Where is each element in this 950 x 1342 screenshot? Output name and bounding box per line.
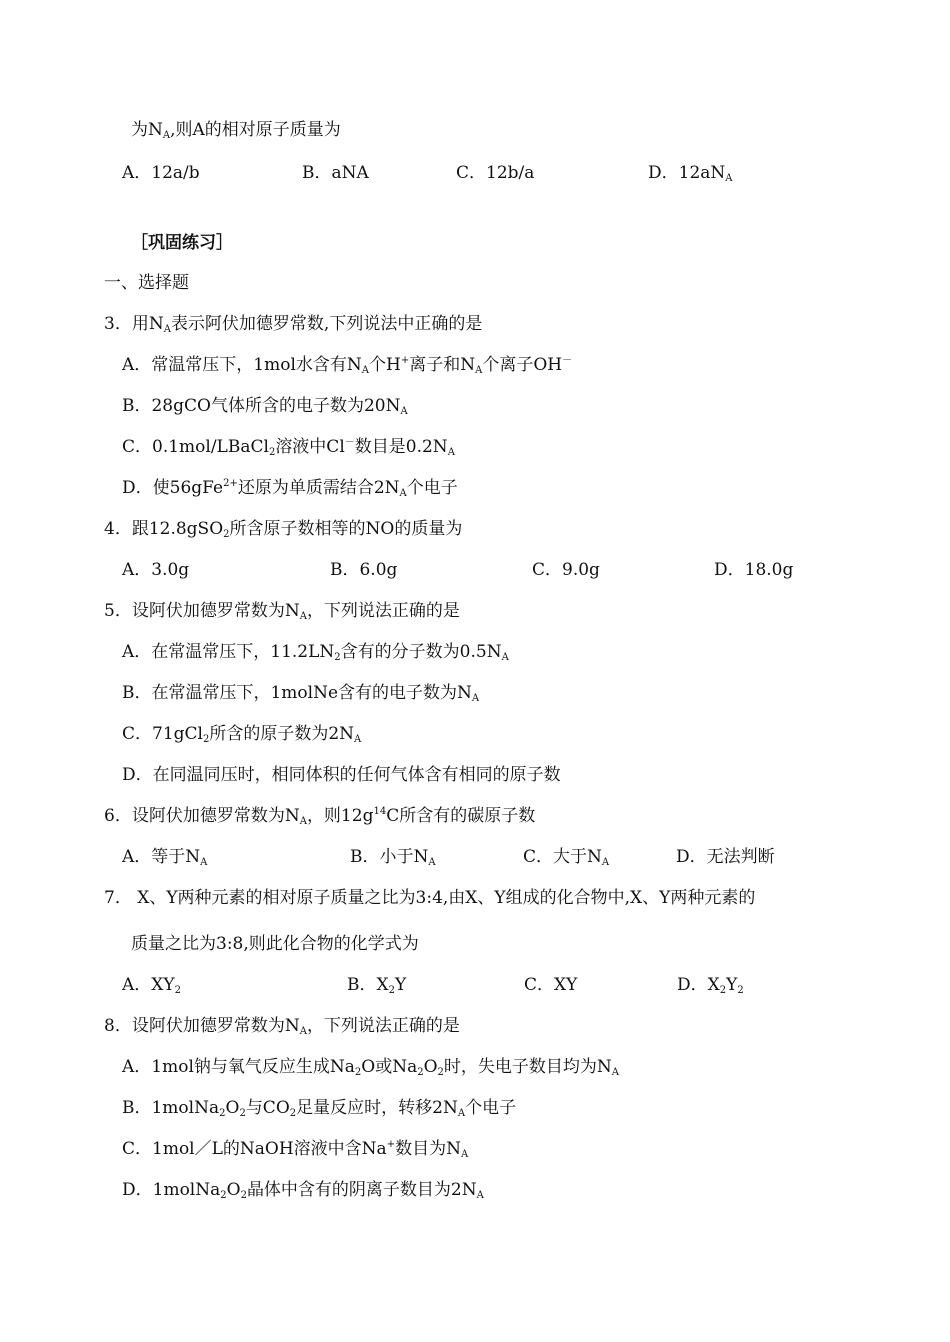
section-type: 一、选择题 bbox=[104, 273, 189, 293]
option-a: A．等于$N_A$ bbox=[122, 847, 208, 868]
question-7-options bbox=[122, 974, 842, 996]
option-d: D．无法判断 bbox=[676, 847, 775, 867]
question-3-stem: 3．用$N_A$表示阿伏加德罗常数,下列说法中正确的是 bbox=[104, 314, 483, 335]
option-b: B．aNA bbox=[302, 163, 369, 183]
question-5-stem: 5．设阿伏加德罗常数为$N_A$，下列说法正确的是 bbox=[104, 601, 460, 622]
option-b: B．小于$N_A$ bbox=[350, 847, 436, 868]
question-5-option-c: C．71gCl$_2$所含的原子数为$2N_A$ bbox=[122, 724, 362, 745]
option-b: B．$X_2Y$ bbox=[347, 975, 407, 996]
continued-question-stem: 为$N_A$,则A的相对原子质量为 bbox=[131, 120, 341, 141]
question-7-stem-line2: 质量之比为3:8,则此化合物的化学式为 bbox=[131, 934, 419, 954]
question-8-stem: 8．设阿伏加德罗常数为$N_A$，下列说法正确的是 bbox=[104, 1016, 460, 1037]
question-3-option-b: B．28gCO气体所含的电子数为$20N_A$ bbox=[122, 396, 408, 417]
option-a: A．12a/b bbox=[122, 163, 200, 183]
option-d: D．$12aN_A$ bbox=[648, 163, 733, 184]
option-a: A．3.0g bbox=[122, 560, 190, 580]
question-3-option-c: C．0.1mol/LBaCl$_2$溶液中Cl－数目是$0.2N_A$ bbox=[122, 437, 455, 458]
section-heading: ［巩固练习］ bbox=[131, 233, 233, 253]
option-c: C．XY bbox=[524, 975, 578, 995]
question-8-option-c: C．1mol／L的NaOH溶液中含Na+数目为$N_A$ bbox=[122, 1139, 469, 1160]
question-7-stem-line1: 7． X、Y两种元素的相对原子质量之比为3:4,由X、Y组成的化合物中,X、Y两种元素的 bbox=[104, 888, 756, 908]
question-5-option-b: B．在常温常压下，1molNe含有的电子数为$N_A$ bbox=[122, 683, 480, 704]
continued-question-options bbox=[122, 162, 842, 184]
option-d: D．$X_2Y_2$ bbox=[677, 975, 744, 996]
question-5-option-a: A．在常温常压下，$11.2LN_2$含有的分子数为$0.5N_A$ bbox=[122, 642, 509, 663]
question-6-options bbox=[122, 846, 842, 868]
question-4-options bbox=[122, 559, 842, 581]
option-a: A．$XY_2$ bbox=[122, 975, 181, 996]
question-8-option-b: B．$1molNa_2O_2$与$CO_2$足量反应时，转移$2N_A$个电子 bbox=[122, 1098, 517, 1119]
option-b: B．6.0g bbox=[330, 560, 398, 580]
option-c: C．大于$N_A$ bbox=[523, 847, 610, 868]
option-c: C．12b/a bbox=[456, 163, 535, 183]
question-8-option-d: D．$1molNa_2O_2$晶体中含有的阴离子数目为$2N_A$ bbox=[122, 1180, 484, 1201]
question-3-option-a: A．常温常压下，1mol水含有$N_A$个H+离子和$N_A$个离子OH－ bbox=[122, 355, 573, 376]
question-8-option-a: A．1mol钠与氧气反应生成$Na_2O$或$Na_2O_2$时，失电子数目均为$N_A$ bbox=[122, 1057, 620, 1078]
question-4-stem: 4．跟12.8gSO$_2$所含原子数相等的NO的质量为 bbox=[104, 519, 463, 540]
option-d: D．18.0g bbox=[714, 560, 794, 580]
question-3-option-d: D．使56gFe$^{2+}$还原为单质需结合$2N_A$个电子 bbox=[122, 478, 458, 499]
question-5-option-d: D．在同温同压时，相同体积的任何气体含有相同的原子数 bbox=[122, 765, 561, 785]
option-c: C．9.0g bbox=[532, 560, 600, 580]
question-6-stem: 6．设阿伏加德罗常数为$N_A$，则$12g^{14}C$所含有的碳原子数 bbox=[104, 806, 536, 827]
